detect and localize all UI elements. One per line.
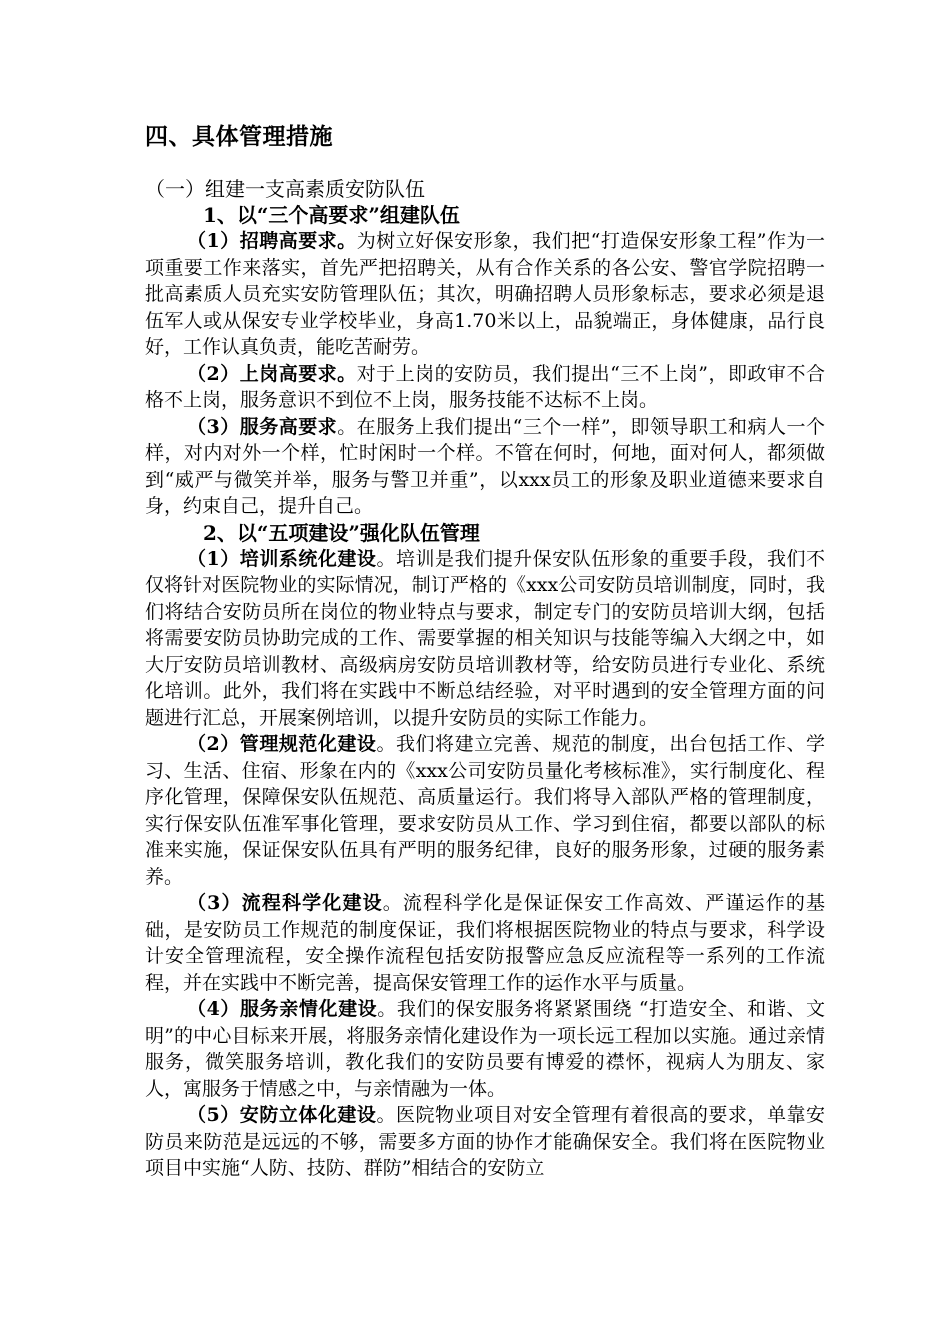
paragraph-lead: （5）安防立体化建设 (187, 1104, 377, 1126)
paragraph-lead: （3）服务高要求 (187, 415, 338, 438)
paragraph-lead: （1）培训系统化建设 (187, 547, 377, 570)
paragraph-text: 。培训是我们提升保安队伍形象的重要手段，我们不仅将针对医院物业的实际情况，制订严格的《xxx公司安防员培训制度，同时，我们将结合安防员所在岗位的物业特点与要求，制定专门的安防员培训大纲，包括将需要安防员协助完成的工作、需要掌握的相关知识与技能等编入大纲之中，如大厅安防员培训教材、高级病房安防员培训教材等，给安防员进行专业化、系统化培训。此外，我们将在实践中不断总结经验，对平时遇到的安全管理方面的问题进行汇总，开展案例培训，以提升安防员的实际工作能力。 (145, 547, 825, 729)
paragraph-text: 对于上岗的安防员，我们提出“三不上岗”，即政审不合格不上岗，服务意识不到位不上岗，服务技能不达标不上岗。 (145, 362, 825, 411)
document-page (145, 122, 825, 1182)
paragraph-text: 为树立好保安形象，我们把“打造保安形象工程”作为一项重要工作来落实，首先严把招聘关，从有合作关系的各公安、警官学院招聘一批高素质人员充实安防管理队伍；其次，明确招聘人员形象标志，要求必须是退伍军人或从保安专业学校毕业，身高1.70米以上，品貌端正，身体健康，品行良好，工作认真负责，能吃苦耐劳。 (145, 230, 825, 358)
paragraph-recruitment (145, 228, 825, 361)
chapter-heading: 四、具体管理措施 (145, 123, 333, 150)
paragraph-service (145, 414, 825, 520)
section-heading: （一）组建一支高素质安防队伍 (145, 177, 425, 201)
paragraph-lead: （1）招聘高要求。 (187, 230, 357, 252)
paragraph-text: 。在服务上我们提出“三个一样”，即领导职工和病人一个样，对内对外一个样，忙时闲时一个样。不管在何时，何地，面对何人，都须做到“威严与微笑并举，服务与警卫并重”，以xxx员工的形象及职业道德来要求自身，约束自己，提升自己。 (145, 415, 825, 517)
paragraph-text: 。医院物业项目对安全管理有着很高的要求，单靠安防员来防范是远远的不够，需要多方面的协作才能确保安全。我们将在医院物业项目中实施“人防、技防、群防”相结合的安防立 (145, 1104, 825, 1179)
paragraph-security-system (145, 1102, 825, 1182)
paragraph-onboarding (145, 361, 825, 414)
paragraph-lead: （4）服务亲情化建设 (187, 998, 378, 1020)
paragraph-text: 。我们将建立完善、规范的制度，出台包括工作、学习、生活、住宿、形象在内的《xxx公司安防员量化考核标准》，实行制度化、程序化管理，保障保安队伍规范、高质量运行。我们将导入部队严格的管理制度，实行保安队伍准军事化管理，要求安防员从工作、学习到住宿，都要以部队的标准来实施，保证保安队伍具有严明的服务纪律，良好的服务形象，过硬的服务素养。 (145, 733, 825, 888)
paragraph-text: 。流程科学化是保证保安工作高效、严谨运作的基础，是安防员工作规范的制度保证，我们将根据医院物业的特点与要求，科学设计安全管理流程，安全操作流程包括安防报警应急反应流程等一系列的工作流程，并在实践中不断完善，提高保安管理工作的运作水平与质量。 (145, 892, 825, 994)
subsection-heading-2: 2、以“五项建设”强化队伍管理 (203, 520, 480, 545)
paragraph-process (145, 890, 825, 996)
paragraph-lead: （2）上岗高要求。 (187, 362, 357, 385)
paragraph-text: 。我们的保安服务将紧紧围绕 “打造安全、和谐、文明”的中心目标来开展，将服务亲情化建设作为一项长远工程加以实施。通过亲情服务，微笑服务培训，教化我们的安防员要有博爱的襟怀，视病人为朋友、家人，寓服务于情感之中，与亲情融为一体。 (145, 998, 825, 1100)
paragraph-training (145, 546, 825, 732)
paragraph-service-warmth (145, 996, 825, 1102)
paragraph-lead: （3）流程科学化建设 (187, 892, 383, 914)
subsection-heading-1: 1、以“三个高要求”组建队伍 (203, 203, 460, 227)
paragraph-management (145, 731, 825, 890)
paragraph-lead: （2）管理规范化建设 (187, 733, 377, 755)
